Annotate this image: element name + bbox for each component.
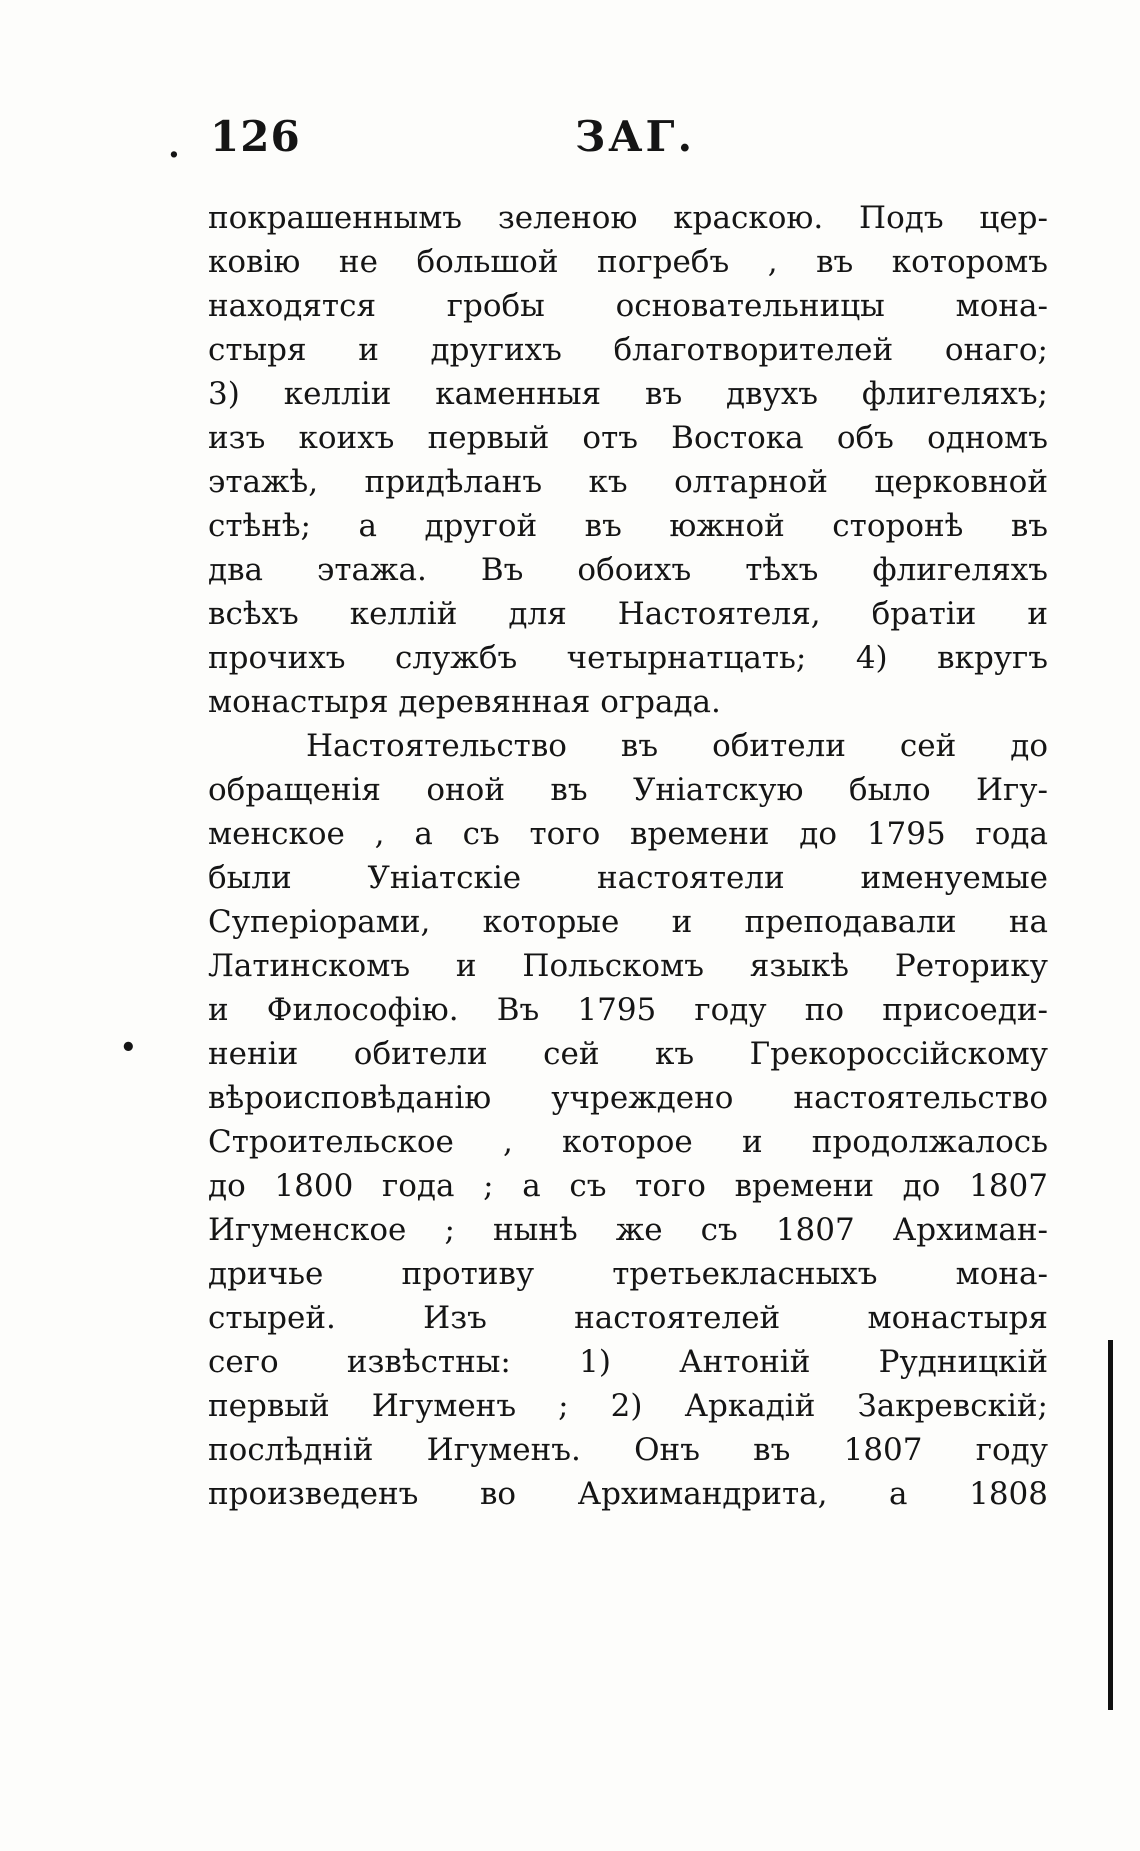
text-line: произведенъ во Архимандрита, а 1808	[208, 1476, 1048, 1512]
margin-mark: •	[120, 1033, 137, 1063]
text-line: 3) келліи каменныя въ двухъ флигеляхъ;	[208, 376, 1048, 412]
text-line: обращенія оной въ Уніатскую было Игу-	[208, 772, 1048, 808]
text-line: неніи обители сей къ Грекороссійскому	[208, 1036, 1048, 1072]
text-line: всѣхъ келлій для Настоятеля, братіи и	[208, 596, 1048, 632]
margin-rule	[1108, 1340, 1113, 1710]
text-line: Игуменское ; нынѣ же съ 1807 Архиман-	[208, 1212, 1048, 1248]
page-header	[168, 112, 1068, 172]
running-head: ЗАГ.	[575, 112, 696, 161]
text-line: послѣдній Игуменъ. Онъ въ 1807 году	[208, 1432, 1048, 1468]
body-text	[208, 196, 1048, 1516]
text-line: монастыря деревянная ограда.	[208, 684, 721, 720]
text-line: Строительское , которое и продолжалось	[208, 1124, 1048, 1160]
text-line: изъ коихъ первый отъ Востока объ одномъ	[208, 420, 1048, 456]
text-line: были Уніатскіе настоятели именуемые	[208, 860, 1048, 896]
text-line: Суперіорами, которые и преподавали на	[208, 904, 1048, 940]
text-line: стыря и другихъ благотворителей онаго;	[208, 332, 1048, 368]
page-number-dot: .	[168, 126, 180, 166]
text-line: Настоятельство въ обители сей до	[306, 728, 1048, 764]
text-line: стѣнѣ; а другой въ южной сторонѣ въ	[208, 508, 1048, 544]
text-line: покрашеннымъ зеленою краскою. Подъ цер-	[208, 200, 1048, 236]
text-line: вѣроисповѣданію учреждено настоятельство	[208, 1080, 1048, 1116]
text-line: первый Игуменъ ; 2) Аркадій Закревскій;	[208, 1388, 1048, 1424]
text-line: находятся гробы основательницы мона-	[208, 288, 1048, 324]
text-line: ковію не большой погребъ , въ которомъ	[208, 244, 1048, 280]
text-line: и Философію. Въ 1795 году по присоеди-	[208, 992, 1048, 1028]
text-line: менское , а съ того времени до 1795 года	[208, 816, 1048, 852]
text-line: Латинскомъ и Польскомъ языкѣ Реторику	[208, 948, 1048, 984]
text-line: сего извѣстны: 1) Антоній Рудницкій	[208, 1344, 1048, 1380]
text-line: дричье противу третьекласныхъ мона-	[208, 1256, 1048, 1292]
text-line: стырей. Изъ настоятелей монастыря	[208, 1300, 1048, 1336]
text-line: прочихъ службъ четырнатцать; 4) вкругъ	[208, 640, 1048, 676]
text-line: два этажа. Въ обоихъ тѣхъ флигеляхъ	[208, 552, 1048, 588]
page-number: 126	[210, 112, 301, 161]
text-line: до 1800 года ; а съ того времени до 1807	[208, 1168, 1048, 1204]
text-line: этажѣ, придѣланъ къ олтарной церковной	[208, 464, 1048, 500]
